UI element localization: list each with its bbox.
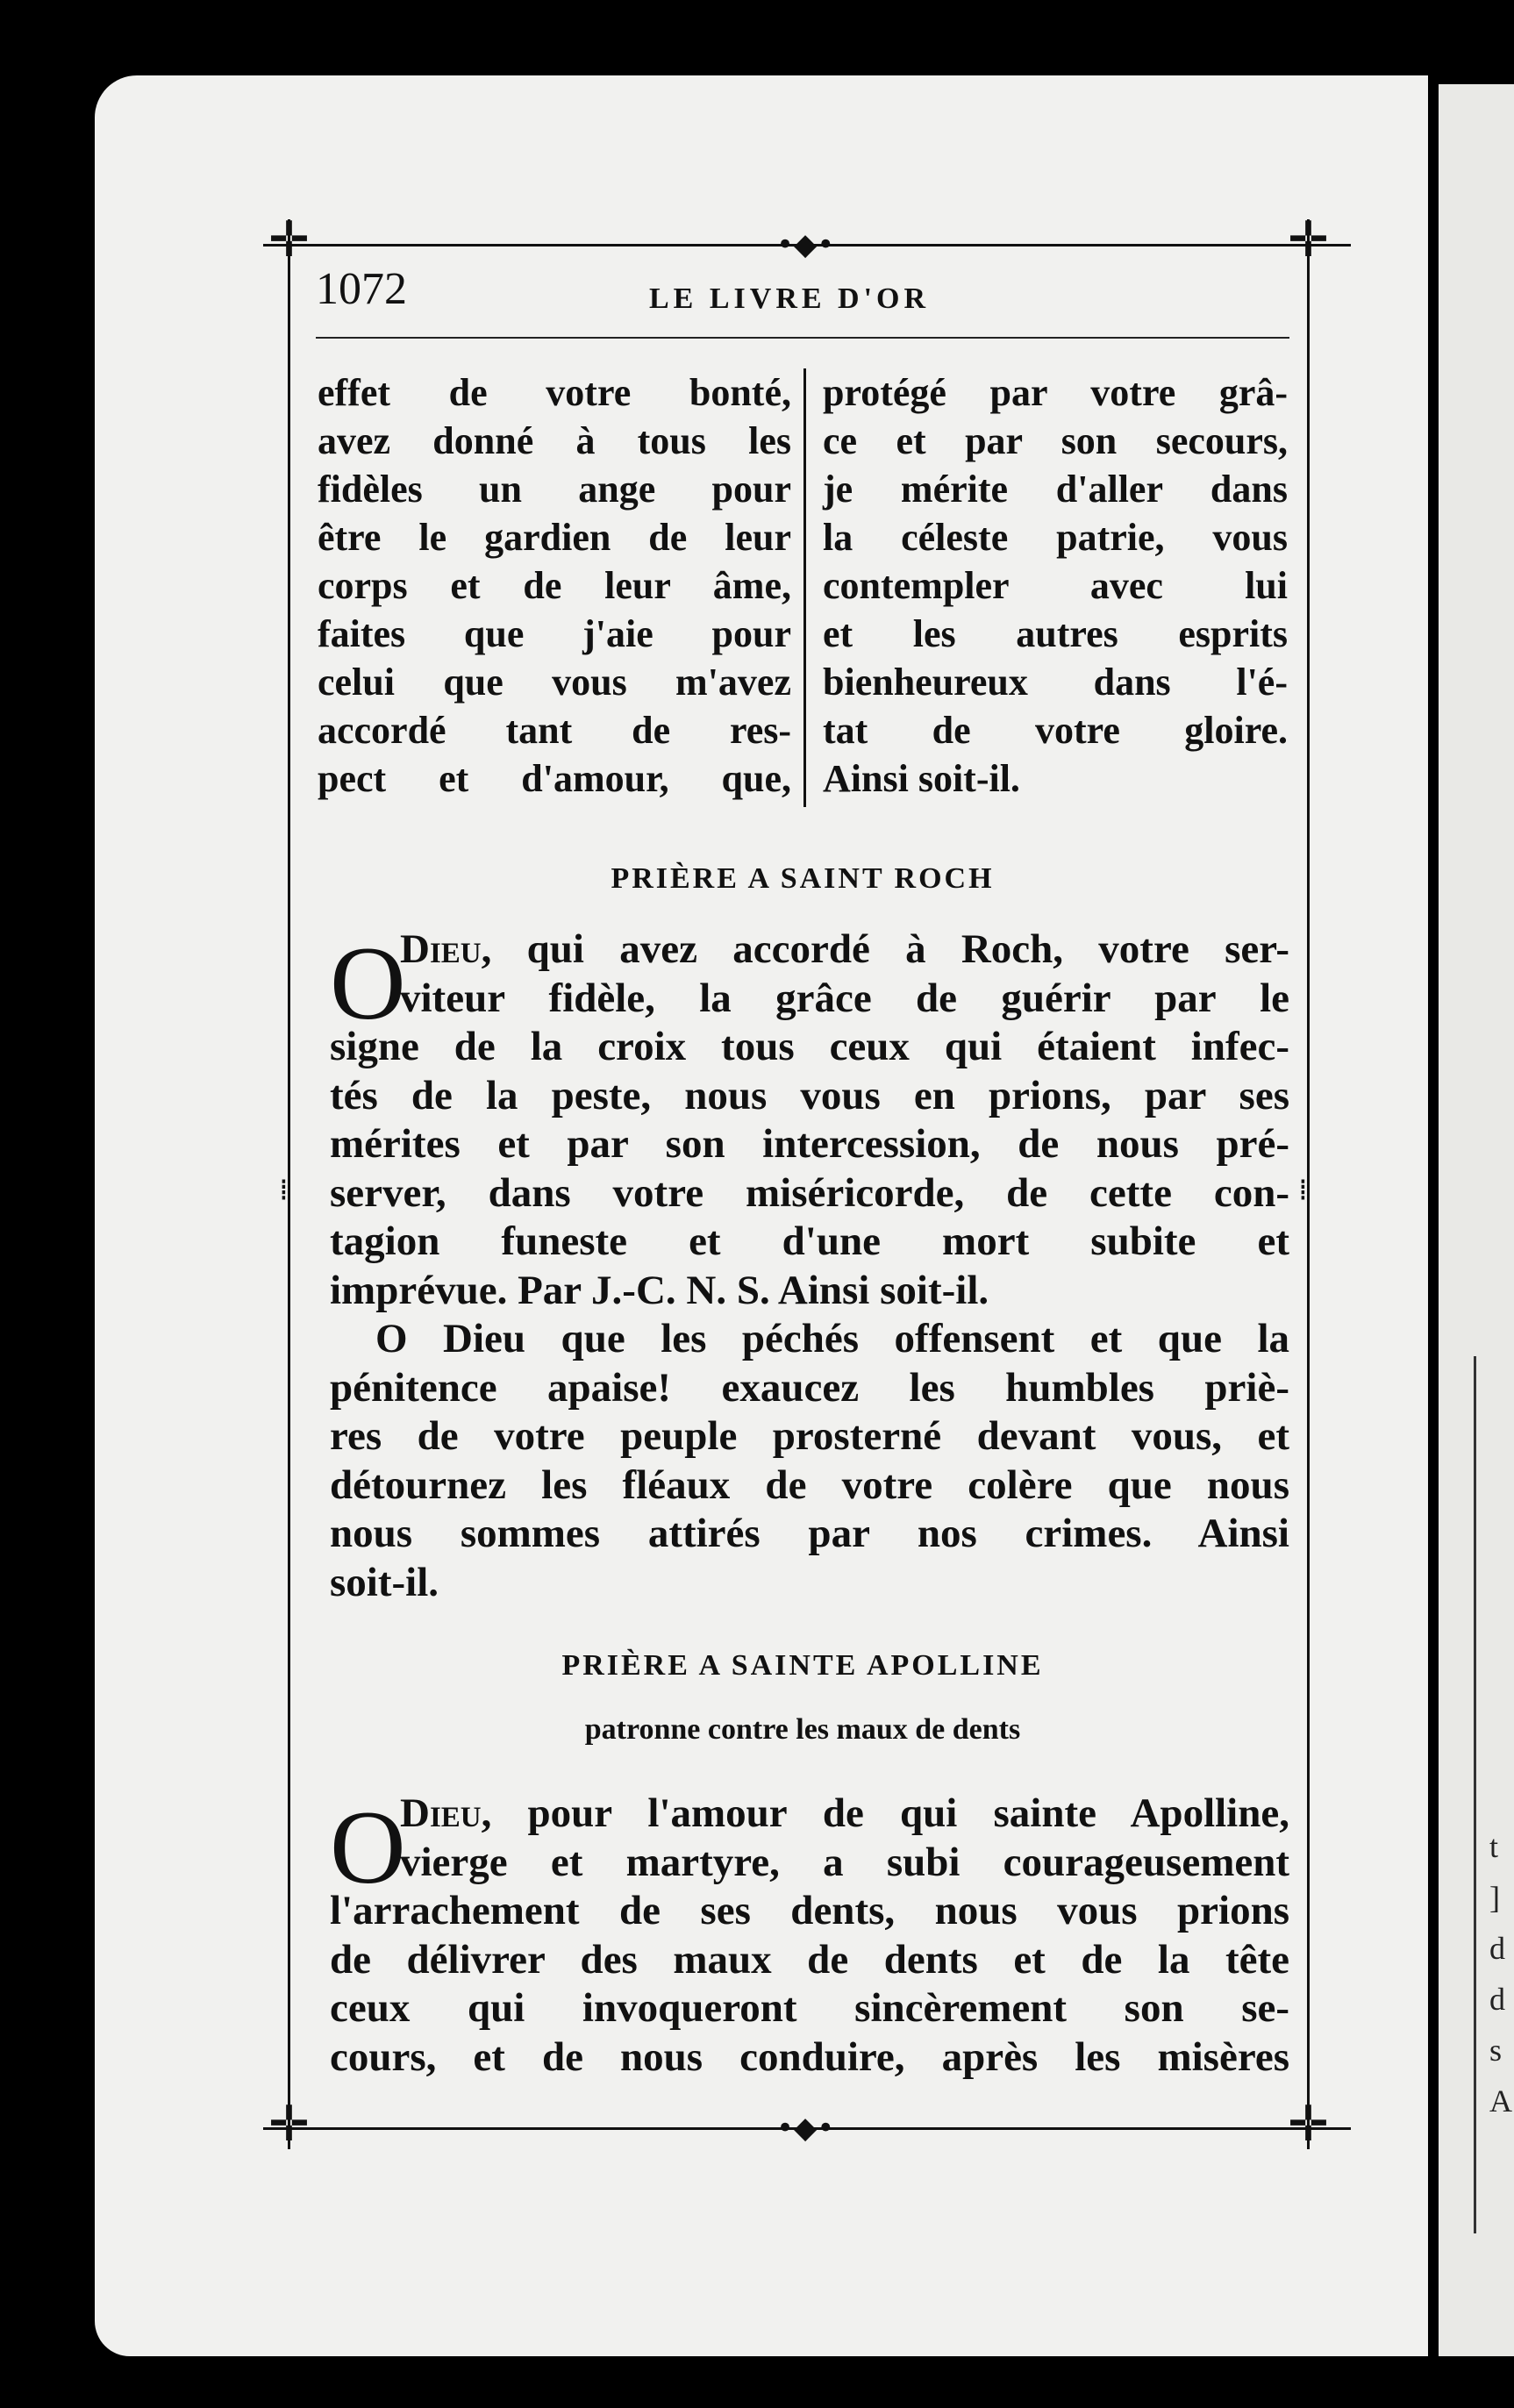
text-line: server, dans votre miséricorde, de cette con- bbox=[330, 1169, 1289, 1216]
text-line: ceux qui invoqueront sincèrement son se- bbox=[330, 1985, 1289, 2031]
text-line: être le gardien de leur bbox=[318, 516, 791, 559]
corner-ornament-icon: ✛ bbox=[1288, 211, 1329, 268]
right-column bbox=[823, 368, 1288, 803]
text-line: effet de votre bonté, bbox=[318, 371, 791, 414]
facing-letter: d bbox=[1489, 1931, 1505, 1966]
text-line: pect et d'amour, que, bbox=[318, 757, 791, 800]
corner-ornament-icon: ✛ bbox=[1288, 2096, 1329, 2153]
text-line: mérites et par son intercession, de nous pré- bbox=[330, 1121, 1289, 1167]
text-line: fidèles un ange pour bbox=[318, 468, 791, 511]
facing-letter: s bbox=[1489, 2033, 1503, 2068]
text-line: et les autres esprits bbox=[823, 612, 1288, 655]
text-line: imprévue. Par J.-C. N. S. Ainsi soit-il. bbox=[330, 1267, 989, 1313]
section-title-saint-roch: PRIÈRE A SAINT ROCH bbox=[611, 862, 995, 895]
text-line: protégé par votre grâ- bbox=[823, 371, 1288, 414]
rule-ornament-icon: ⁞ bbox=[1298, 1173, 1308, 1208]
facing-page-letters bbox=[1489, 1821, 1512, 2126]
facing-letter: A bbox=[1489, 2083, 1512, 2119]
text-line: de délivrer des maux de dents et de la tête bbox=[330, 1936, 1289, 1983]
text-line: la céleste patrie, vous bbox=[823, 516, 1288, 559]
drop-cap: O bbox=[330, 925, 406, 1041]
text-line: tés de la peste, nous vous en prions, par ses bbox=[330, 1072, 1289, 1118]
facing-page-rule bbox=[1474, 1356, 1476, 2233]
corner-ornament-icon: ✛ bbox=[268, 211, 310, 268]
facing-page-edge bbox=[1439, 84, 1514, 2356]
text-line: Ainsi soit-il. bbox=[823, 757, 1020, 800]
text-line: avez donné à tous les bbox=[318, 419, 791, 462]
text-line: accordé tant de res- bbox=[318, 709, 791, 752]
corner-ornament-icon: ✛ bbox=[268, 2096, 310, 2153]
lead-word: Dieu bbox=[400, 926, 482, 972]
text-line: res de votre peuple prosterné devant vous, et bbox=[330, 1413, 1289, 1459]
text-line: nous sommes attirés par nos crimes. Ainsi bbox=[330, 1511, 1289, 1556]
text-line: viteur fidèle, la grâce de guérir par le bbox=[400, 975, 1289, 1021]
text-line: tagion funeste et d'une mort subite et bbox=[330, 1218, 1289, 1264]
text-line: bienheureux dans l'é- bbox=[823, 661, 1288, 704]
prayer-paragraph-apolline bbox=[330, 1790, 1289, 2082]
text-line: pénitence apaise! exaucez les humbles priè- bbox=[330, 1364, 1289, 1411]
text-line: détournez les fléaux de votre colère que nous bbox=[330, 1461, 1289, 1508]
text-line bbox=[330, 925, 1289, 975]
section-subtitle: patronne contre les maux de dents bbox=[584, 1713, 1021, 1746]
text-line: vierge et martyre, a subi courageusement bbox=[400, 1839, 1289, 1885]
rule-ornament-icon: •◆• bbox=[776, 227, 835, 262]
rule-ornament-icon: ⁞ bbox=[279, 1173, 289, 1208]
text-line: tat de votre gloire. bbox=[823, 709, 1288, 752]
page-number: 1072 bbox=[316, 264, 407, 314]
text-line: je mérite d'aller dans bbox=[823, 468, 1288, 511]
text-line: cours, et de nous conduire, après les misères bbox=[330, 2033, 1289, 2080]
section-title-sainte-apolline: PRIÈRE A SAINTE APOLLINE bbox=[561, 1649, 1044, 1682]
header-rule bbox=[316, 337, 1289, 339]
prayer-paragraph-roch bbox=[330, 925, 1289, 1607]
facing-letter: ] bbox=[1489, 1880, 1500, 1915]
text-line: O Dieu que les péchés offensent et que la bbox=[375, 1316, 1289, 1361]
text-fragment: , pour l'amour de qui sainte Apolline, bbox=[481, 1790, 1289, 1836]
rule-ornament-icon: •◆• bbox=[776, 2111, 835, 2146]
facing-letter: d bbox=[1489, 1982, 1505, 2017]
text-line: ce et par son secours, bbox=[823, 419, 1288, 462]
text-line: contempler avec lui bbox=[823, 564, 1288, 607]
text-fragment: , qui avez accordé à Roch, votre ser- bbox=[481, 926, 1289, 972]
text-line: celui que vous m'avez bbox=[318, 661, 791, 704]
text-line: l'arrachement de ses dents, nous vous prions bbox=[330, 1888, 1289, 1933]
text-line: faites que j'aie pour bbox=[318, 612, 791, 655]
lead-word: Dieu bbox=[400, 1790, 482, 1836]
left-column bbox=[318, 368, 791, 803]
facing-letter: t bbox=[1489, 1829, 1499, 1864]
text-line: signe de la croix tous ceux qui étaient infec- bbox=[330, 1024, 1289, 1069]
drop-cap: O bbox=[330, 1789, 406, 1905]
running-head: LE LIVRE D'OR bbox=[649, 282, 931, 315]
text-line: corps et de leur âme, bbox=[318, 564, 791, 607]
text-line: soit-il. bbox=[330, 1559, 439, 1605]
text-line bbox=[330, 1790, 1289, 1839]
column-divider bbox=[803, 368, 806, 807]
